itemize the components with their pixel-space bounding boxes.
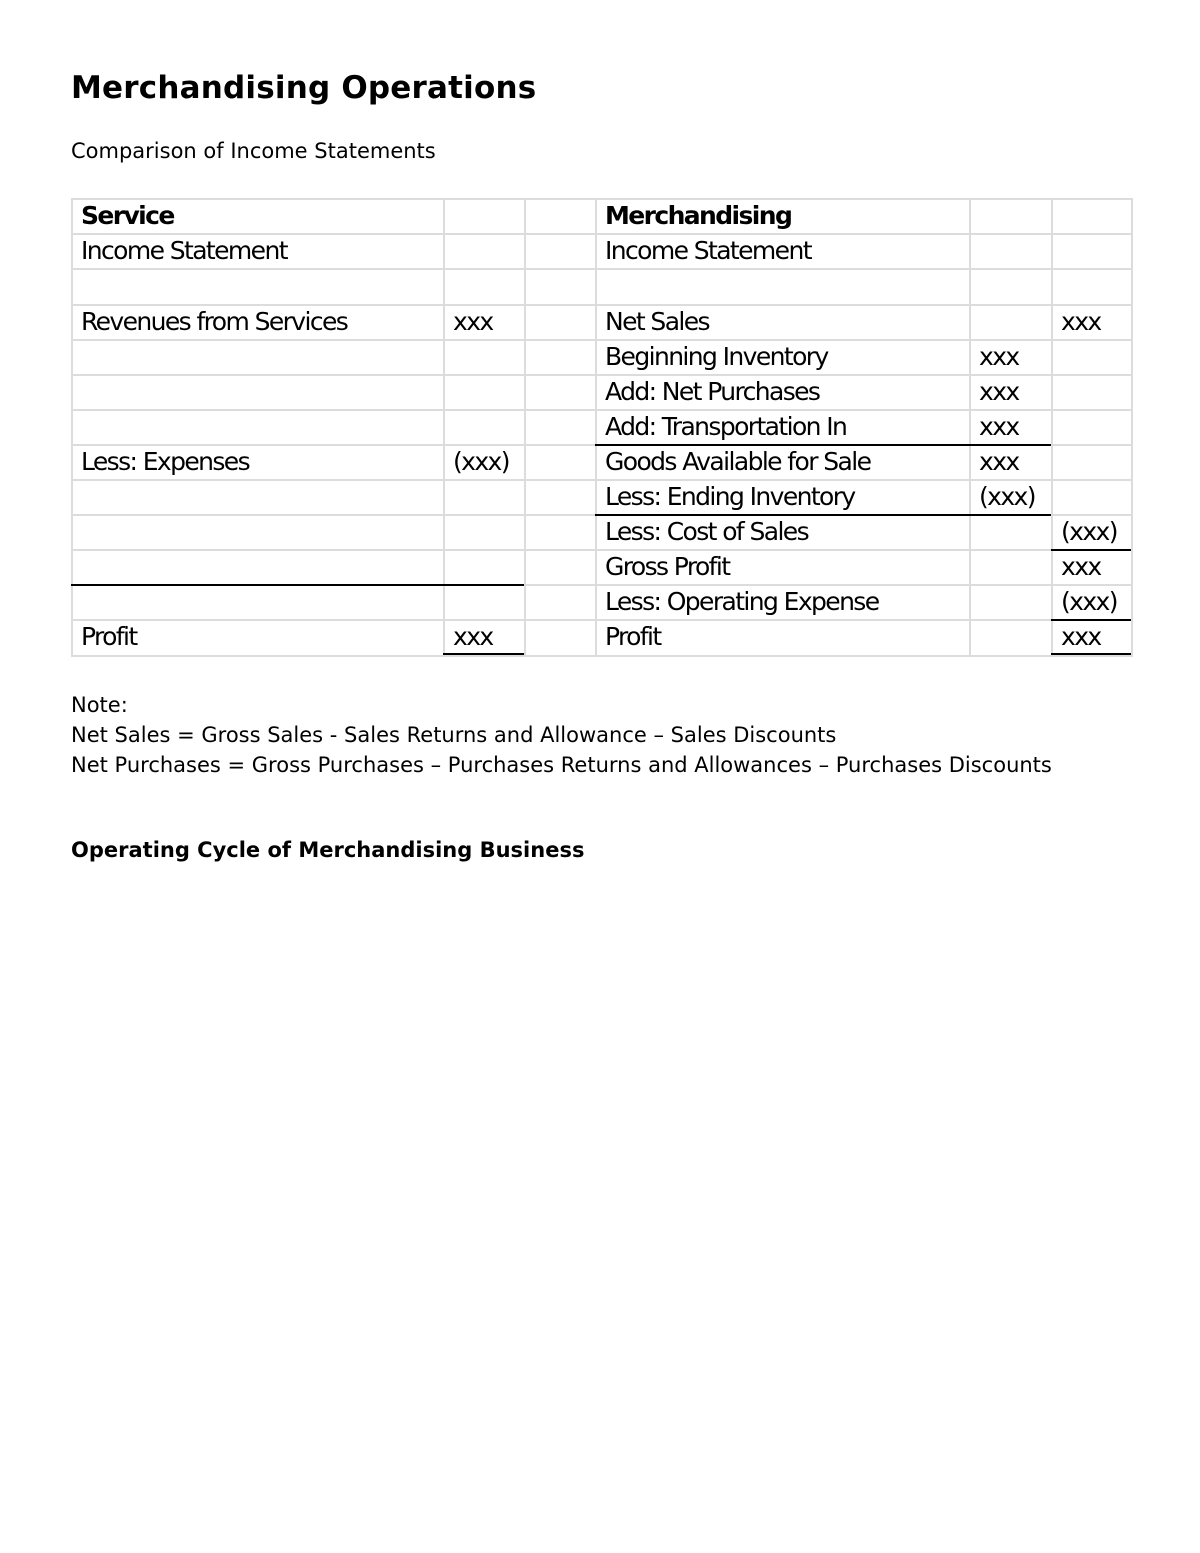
merchandising-heading: Merchandising [605,201,792,230]
merch-row-label: Beginning Inventory [605,342,828,371]
merch-row-label: Less: Operating Expense [605,587,879,616]
merch-row-label: Gross Profit [605,552,730,581]
merch-row-col1: xxx [979,447,1019,476]
income-statement-comparison-table [71,198,1133,657]
merchandising-subheading: Income Statement [605,236,811,265]
merch-row-col1: xxx [979,342,1019,371]
merch-row-col2: xxx [1061,622,1101,651]
merch-row-col1: xxx [979,412,1019,441]
service-row-amount: (xxx) [453,447,509,476]
merch-row-col2: xxx [1061,307,1101,336]
merch-row-label: Profit [605,622,661,651]
service-subheading: Income Statement [81,236,287,265]
merch-row-label: Less: Cost of Sales [605,517,808,546]
merch-row-col1: (xxx) [979,482,1035,511]
note-net-purchases-formula: Net Purchases = Gross Purchases – Purchases Returns and Allowances – Purchases Discounts [71,753,1052,777]
section-heading: Operating Cycle of Merchandising Business [71,838,585,862]
service-heading: Service [81,201,174,230]
merch-row-col2: xxx [1061,552,1101,581]
merch-row-col2: (xxx) [1061,517,1117,546]
service-total-rule [71,584,524,586]
service-row-label: Revenues from Services [81,307,348,336]
merch-row-label: Net Sales [605,307,709,336]
page-title: Merchandising Operations [71,70,537,106]
note-net-sales-formula: Net Sales = Gross Sales - Sales Returns and Allowance – Sales Discounts [71,723,837,747]
merch-row-col2: (xxx) [1061,587,1117,616]
service-row-label: Profit [81,622,137,651]
merch-row-label: Add: Transportation In [605,412,847,441]
merch-row-label: Add: Net Purchases [605,377,820,406]
note-label: Note: [71,693,128,717]
service-row-amount: xxx [453,622,493,651]
page-subtitle: Comparison of Income Statements [71,139,436,163]
merch-row-col1: xxx [979,377,1019,406]
merch-row-label: Less: Ending Inventory [605,482,855,511]
service-row-label: Less: Expenses [81,447,250,476]
service-row-amount: xxx [453,307,493,336]
note-section [71,690,1131,780]
merch-row-label: Goods Available for Sale [605,447,871,476]
